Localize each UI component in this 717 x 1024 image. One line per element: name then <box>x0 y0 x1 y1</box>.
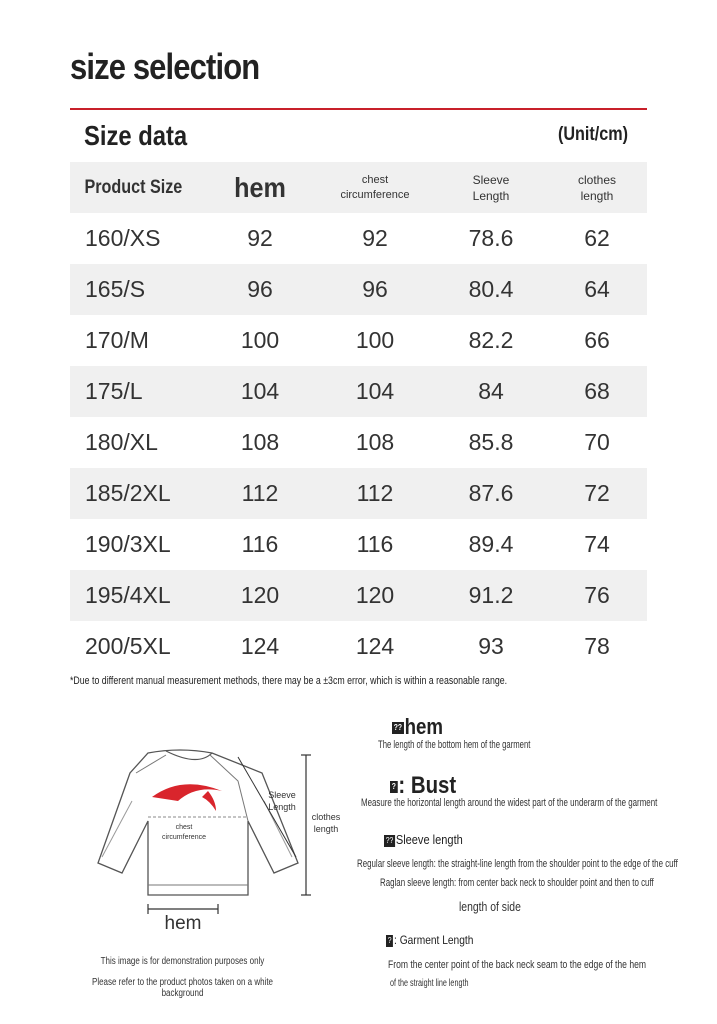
diagram-sleeve-label: Sleeve Length <box>268 790 296 812</box>
cell-hem: 124 <box>240 633 280 659</box>
cell-size: 165/S <box>85 276 146 302</box>
header-chest: chest circumference <box>340 173 410 201</box>
header-sleeve: Sleeve Length <box>472 172 510 203</box>
cell-size: 160/XS <box>85 225 161 251</box>
cell-chest: 92 <box>362 225 388 251</box>
bust-definition-text: Measure the horizontal length around the widest part of the underarm of the garment <box>361 797 658 809</box>
cell-hem: 100 <box>240 327 280 353</box>
table-row <box>70 519 647 570</box>
table-row <box>70 315 647 366</box>
table-row <box>70 621 647 672</box>
cell-clothes-length: 78 <box>584 633 610 659</box>
size-table <box>70 162 647 672</box>
sleeve-definition-title: ?? Sleeve length <box>385 832 463 847</box>
cell-sleeve: 80.4 <box>468 276 514 302</box>
cell-hem: 120 <box>240 582 280 608</box>
square-marker-icon: ? <box>387 935 392 945</box>
cell-sleeve: 85.8 <box>468 429 514 455</box>
cell-sleeve: 82.2 <box>468 327 514 353</box>
hem-definition-text: The length of the bottom hem of the garment <box>378 739 531 751</box>
table-row <box>70 417 647 468</box>
sleeve-definition-text-1: Regular sleeve length: the straight-line length from the shoulder point to the edge of the cuff <box>357 858 678 870</box>
cell-hem: 116 <box>241 531 279 557</box>
cell-clothes-length: 68 <box>584 378 610 404</box>
cell-hem: 92 <box>247 225 273 251</box>
table-row <box>70 570 647 621</box>
header-hem: hem <box>234 171 286 203</box>
header-product-size: Product Size <box>84 176 183 198</box>
cell-chest: 116 <box>356 531 394 557</box>
cell-clothes-length: 64 <box>584 276 610 302</box>
cell-chest: 104 <box>355 378 395 404</box>
cell-sleeve: 78.6 <box>468 225 514 251</box>
disclaimer-line-2: Please refer to the product photos taken on a white background <box>91 977 273 999</box>
cell-size: 195/4XL <box>85 582 171 608</box>
table-row <box>70 213 647 264</box>
square-marker-icon: ?? <box>393 723 403 733</box>
cell-chest: 96 <box>362 276 388 302</box>
garment-diagram <box>70 745 350 945</box>
bust-definition-title: ? : Bust <box>391 772 457 799</box>
cell-sleeve: 87.6 <box>468 480 514 506</box>
unit-label: (Unit/cm) <box>558 124 628 145</box>
square-marker-icon: ? <box>391 781 396 791</box>
measurement-note: *Due to different manual measurement methods, there may be a ±3cm error, which is within a reasonable range. <box>70 675 508 687</box>
sweatshirt-illustration <box>70 745 350 945</box>
cell-size: 200/5XL <box>85 633 171 659</box>
cell-clothes-length: 62 <box>584 225 610 251</box>
cell-size: 180/XL <box>85 429 158 455</box>
section-title: Size data <box>84 120 188 151</box>
cell-hem: 108 <box>240 429 280 455</box>
cell-chest: 108 <box>355 429 395 455</box>
diagram-hem-label: hem <box>164 913 202 934</box>
sleeve-definition-text-2: Raglan sleeve length: from center back neck to shoulder point and then to cuff <box>380 877 654 889</box>
table-row <box>70 264 647 315</box>
table-header <box>70 162 647 213</box>
cell-hem: 96 <box>247 276 273 302</box>
garment-definition-title: ? : Garment Length <box>387 933 474 947</box>
cell-size: 190/3XL <box>85 531 171 557</box>
disclaimer-line-1: This image is for demonstration purposes only <box>100 956 265 967</box>
cell-size: 175/L <box>85 378 143 404</box>
cell-size: 185/2XL <box>85 480 171 506</box>
diagram-clothes-label: clothes length <box>311 812 341 834</box>
table-row <box>70 366 647 417</box>
cell-chest: 112 <box>356 480 394 506</box>
cell-size: 170/M <box>85 327 149 353</box>
title-divider <box>70 108 647 110</box>
square-marker-icon: ?? <box>385 835 394 845</box>
garment-definition-text-2: of the straight line length <box>390 978 469 989</box>
table-row <box>70 468 647 519</box>
cell-hem: 104 <box>240 378 280 404</box>
cell-chest: 120 <box>355 582 395 608</box>
cell-chest: 124 <box>355 633 395 659</box>
cell-sleeve: 89.4 <box>468 531 514 557</box>
cell-sleeve: 84 <box>478 378 504 404</box>
cell-clothes-length: 66 <box>584 327 610 353</box>
cell-sleeve: 93 <box>478 633 504 659</box>
header-clothes-length: clothes length <box>577 172 617 203</box>
cell-clothes-length: 70 <box>584 429 610 455</box>
diagram-chest-label: chest circumference <box>162 824 206 841</box>
cell-clothes-length: 76 <box>584 582 610 608</box>
page-title: size selection <box>70 46 260 87</box>
garment-definition-text-1: From the center point of the back neck seam to the edge of the hem <box>388 959 647 971</box>
cell-sleeve: 91.2 <box>468 582 514 608</box>
cell-clothes-length: 72 <box>584 480 610 506</box>
sleeve-definition-text-3: length of side <box>459 899 521 914</box>
cell-clothes-length: 74 <box>584 531 610 557</box>
hem-definition-title: ?? hem <box>393 714 444 739</box>
cell-chest: 100 <box>355 327 395 353</box>
cell-hem: 112 <box>241 480 279 506</box>
